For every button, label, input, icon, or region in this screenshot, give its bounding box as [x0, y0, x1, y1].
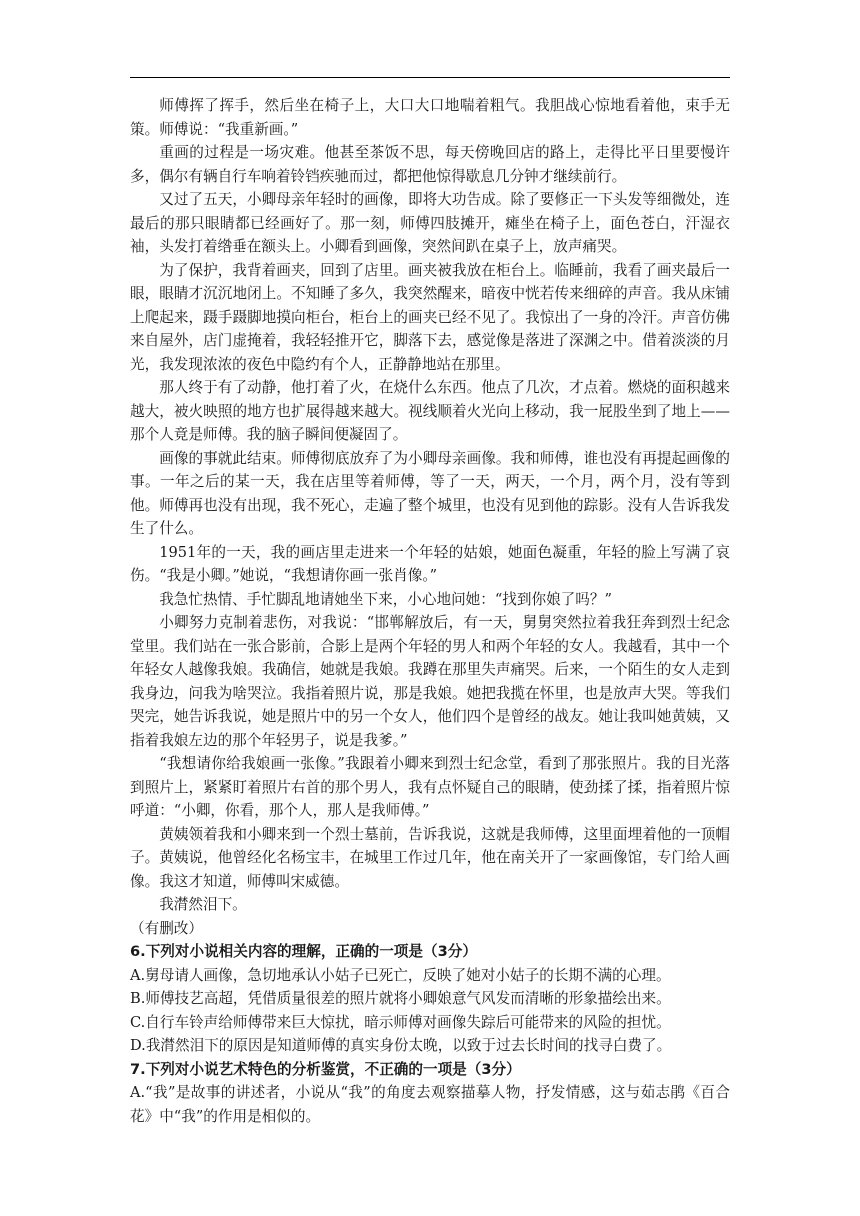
story-paragraph: 重画的过程是一场灾难。他甚至茶饭不思，每天傍晚回店的路上，走得比平日里要慢许多，偶尔有辆自行车响着铃铛疾驰而过，都把他惊得歇息几分钟才继续前行。 — [130, 144, 730, 185]
story-paragraph: 师傅挥了挥手，然后坐在椅子上，大口大口地喘着粗气。我胆战心惊地看着他，束手无策。师傅说：“我重新画。” — [130, 97, 730, 138]
question-6-option-d: D.我潸然泪下的原因是知道师傅的真实身份太晚，以致于过去长时间的找寻白费了。 — [130, 1037, 672, 1054]
story-paragraph: “我想请你给我娘画一张像。”我跟着小卿来到烈士纪念堂，看到了那张照片。我的目光落到照片上，紧紧盯着照片右首的那个男人，我有点怀疑自己的眼睛，使劲揉了揉，指着照片惊呼道：“小卿，你看，那个人，那人是我师傅。” — [130, 755, 730, 819]
story-paragraph: 我急忙热情、手忙脚乱地请她坐下来，小心地问她：“找到你娘了吗？” — [159, 590, 612, 608]
question-6-option-a: A.舅母请人画像，急切地承认小姑子已死亡，反映了她对小姑子的长期不满的心理。 — [130, 966, 671, 984]
question-6-stem: 6.下列对小说相关内容的理解，正确的一项是（3分） — [130, 943, 477, 960]
story-paragraph: 1951年的一天，我的画店里走进来一个年轻的姑娘，她面色凝重，年轻的脸上写满了哀伤。“我是小卿。”她说，“我想请你画一张肖像。” — [130, 543, 730, 584]
story-paragraph: 又过了五天，小卿母亲年轻时的画像，即将大功告成。除了要修正一下头发等细微处，连最后的那只眼睛都已经画好了。那一刻，师傅四肢摊开，瘫坐在椅子上，面色苍白，汗湿衣袖，头发打着绺垂在额头上。小卿看到画像，突然间趴在桌子上，放声痛哭。 — [130, 191, 730, 255]
question-6-option-c: C.自行车铃声给师傅带来巨大惊扰，暗示师傅对画像失踪后可能带来的风险的担忧。 — [130, 1013, 671, 1031]
question-6-option-b: B.师傅技艺高超，凭借质量很差的照片就将小卿娘意气风发而清晰的形象描绘出来。 — [130, 990, 671, 1007]
story-paragraph: 黄姨领着我和小卿来到一个烈士墓前，告诉我说，这就是我师傅，这里面埋着他的一顶帽子。黄姨说，他曾经化名杨宝丰，在城里工作过几年，他在南关开了一家画像馆，专门给人画像。我这才知道，师傅叫宋威德。 — [130, 825, 730, 890]
edit-note: （有删改） — [130, 919, 203, 937]
story-paragraph: 画像的事就此结束。师傅彻底放弃了为小卿母亲画像。我和师傅，谁也没有再提起画像的事。一年之后的某一天，我在店里等着师傅，等了一天，两天，一个月，两个月，没有等到他。师傅再也没有出现，我不死心，走遍了整个城里，也没有见到他的踪影。没有人告诉我发生了什么。 — [130, 449, 730, 537]
header-rule — [130, 77, 730, 78]
story-paragraph: 为了保护，我背着画夹，回到了店里。画夹被我放在柜台上。临睡前，我看了画夹最后一眼，眼睛才沉沉地闭上。不知睡了多久，我突然醒来，暗夜中恍若传来细碎的声音。我从床铺上爬起来，蹑手蹑脚地摸向柜台，柜台上的画夹已经不见了。我惊出了一身的冷汗。声音仿佛来自屋外，店门虚掩着，我轻轻推开它，脚落下去，感觉像是落进了深渊之中。借着淡淡的月光，我发现浓浓的夜色中隐约有个人，正静静地站在那里。 — [130, 261, 730, 373]
question-7-option-a: A.“我”是故事的讲述者，小说从“我”的角度去观察描摹人物，抒发情感，这与茹志鹃《百合花》中“我”的作用是相似的。 — [130, 1084, 730, 1125]
story-paragraph: 那人终于有了动静，他打着了火，在烧什么东西。他点了几次，才点着。燃烧的面积越来越大，被火映照的地方也扩展得越来越大。视线顺着火光向上移动，我一屁股坐到了地上——那个人竟是师傅。我的脑子瞬间便凝固了。 — [130, 379, 730, 443]
question-7-stem: 7.下列对小说艺术特色的分析鉴赏，不正确的一项是（3分） — [130, 1060, 521, 1078]
story-paragraph: 我潸然泪下。 — [159, 896, 247, 913]
body-text — [130, 94, 730, 1128]
story-paragraph: 小卿努力克制着悲伤，对我说：“邯郸解放后，有一天，舅舅突然拉着我狂奔到烈士纪念堂里。我们站在一张合影前，合影上是两个年轻的男人和两个年轻的女人。我越看，其中一个年轻女人越像我娘。我确信，她就是我娘。我蹲在那里失声痛哭。后来，一个陌生的女人走到我身边，问我为啥哭泣。我指着照片说，那是我娘。她把我揽在怀里，也是放声大哭。等我们哭完，她告诉我说，她是照片中的另一个女人，他们四个是曾经的战友。她让我叫她黄姨，又指着我娘左边的那个年轻男子，说是我爹。” — [130, 614, 730, 749]
